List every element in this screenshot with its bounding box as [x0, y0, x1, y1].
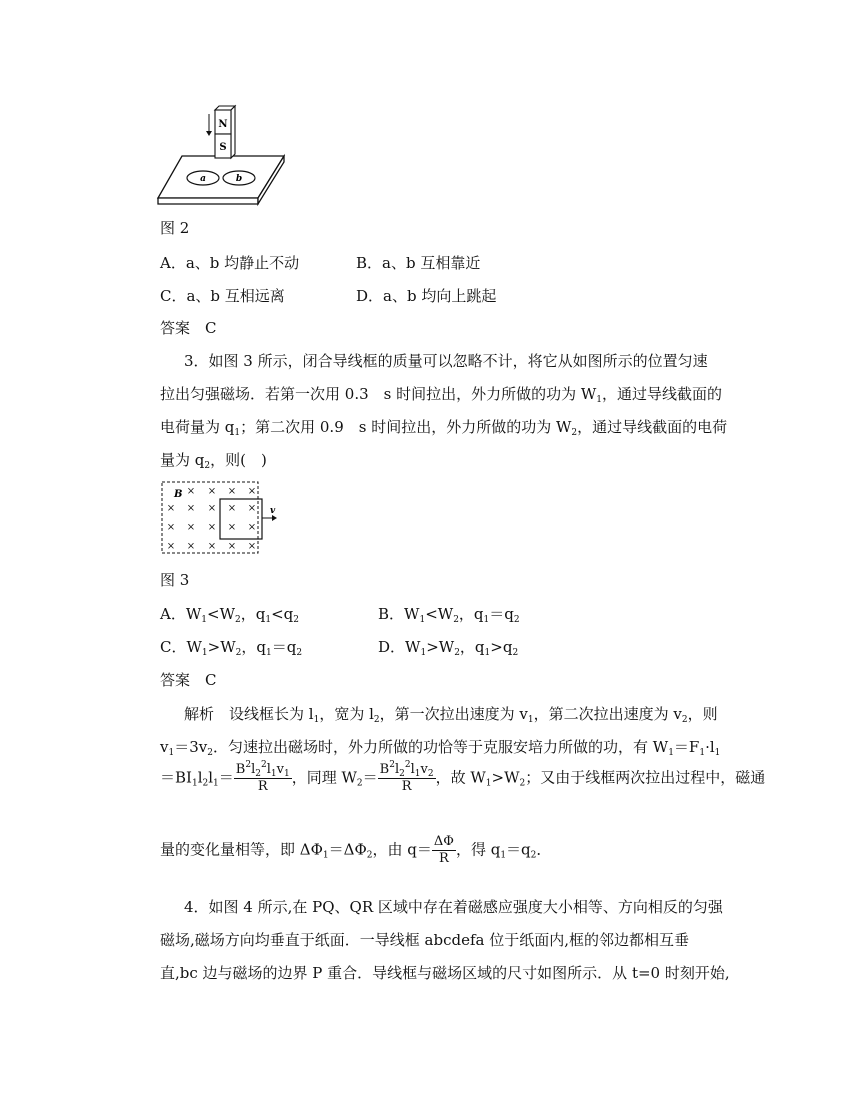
q4-line-2: 磁场,磁场方向均垂直于纸面．一导线框 abcdefa 位于纸面内,框的邻边都相互垂 — [160, 931, 689, 949]
svg-text:×: × — [207, 503, 217, 514]
svg-text:×: × — [227, 486, 237, 497]
down-arrow-icon — [206, 114, 212, 136]
svg-text:×: × — [207, 522, 217, 533]
q3-option-a: A．$W_1<W_2$，$q_1<q_2$ — [160, 605, 299, 625]
explanation-line-1: 解析 设线框长为 $l_1$，宽为 $l_2$，第一次拉出速度为 $v_1$，第二次拉出速度为 $v_2$，则 — [184, 705, 718, 725]
q3-line-4: 量为 $q_2$，则( ) — [160, 451, 267, 471]
q3-answer: 答案 C — [160, 671, 217, 689]
q3-option-b: B．$W_1<W_2$，$q_1=q_2$ — [378, 605, 520, 625]
q3-line-1: 3．如图 3 所示，闭合导线框的质量可以忽略不计，将它从如图所示的位置匀速 — [184, 352, 708, 370]
q3-option-d: D．$W_1>W_2$，$q_1>q_2$ — [378, 638, 519, 658]
q2-option-a: A．a、b 均静止不动 — [160, 254, 300, 272]
q2-answer: 答案 C — [160, 319, 217, 337]
magnet-n-label: N — [218, 119, 228, 130]
q4-line-3: 直,bc 边与磁场的边界 P 重合．导线框与磁场区域的尺寸如图所示．从 t=0 时刻开始, — [160, 964, 730, 982]
svg-text:×: × — [227, 541, 237, 552]
figure-3-diagram — [160, 480, 280, 556]
svg-text:×: × — [207, 486, 217, 497]
ring-b-label: b — [235, 174, 243, 184]
q4-line-1: 4．如图 4 所示,在 PQ、QR 区域中存在着磁感应强度大小相等、方向相反的匀强 — [184, 898, 723, 916]
figure-2-diagram — [156, 100, 286, 208]
svg-text:×: × — [227, 503, 237, 514]
svg-text:×: × — [247, 486, 257, 497]
svg-text:×: × — [186, 486, 196, 497]
explanation-line-3: $=BI_1l_2l_1=$ $\frac{B^2l_2^2l_1v_1}{R}$ ，同理 $W_2=$ $\frac{B^2l_2^2l_1v_2}{R}$ ，故 $W_1>W_2$；又由于线框两次拉出过程中，磁通 — [160, 760, 766, 794]
q2-option-b: B．a、b 互相靠近 — [356, 254, 481, 272]
explanation-lead: 解析 — [184, 705, 215, 723]
svg-text:×: × — [186, 522, 196, 533]
ring-a-label: a — [200, 174, 206, 184]
q2-option-d: D．a、b 均向上跳起 — [356, 287, 497, 305]
velocity-v-label: v — [270, 506, 276, 516]
q3-line-2: 拉出匀强磁场．若第一次用 0.3 s 时间拉出，外力所做的功为 $W_1$，通过导线截面的 — [160, 385, 723, 405]
svg-text:×: × — [227, 522, 237, 533]
figure-3-caption: 图 3 — [160, 571, 190, 589]
figure-2-caption: 图 2 — [160, 219, 190, 237]
magnet-s-label: S — [219, 142, 227, 153]
explanation-line-2: $v_1=3v_2$．匀速拉出磁场时，外力所做的功恰等于克服安培力所做的功，有 $W_1=F_1\cdot l_1$ — [160, 738, 721, 758]
svg-text:×: × — [166, 522, 176, 533]
svg-text:×: × — [247, 522, 257, 533]
svg-text:×: × — [166, 541, 176, 552]
svg-text:×: × — [186, 503, 196, 514]
svg-text:×: × — [247, 541, 257, 552]
q2-option-c: C．a、b 互相远离 — [160, 287, 285, 305]
svg-text:×: × — [186, 541, 196, 552]
field-b-label: B — [174, 489, 183, 500]
q3-line-3: 电荷量为 $q_1$；第二次用 0.9 s 时间拉出，外力所做的功为 $W_2$，通过导线截面的电荷 — [160, 418, 728, 438]
explanation-line-4: 量的变化量相等，即 $\Delta\Phi_1=\Delta\Phi_2$，由 q＝ $\frac{\Delta\Phi}{R}$ ，得 $q_1=q_2$． — [160, 834, 552, 866]
svg-text:×: × — [166, 503, 176, 514]
svg-text:×: × — [207, 541, 217, 552]
q3-option-c: C．$W_1>W_2$，$q_1=q_2$ — [160, 638, 303, 658]
svg-text:×: × — [247, 503, 257, 514]
